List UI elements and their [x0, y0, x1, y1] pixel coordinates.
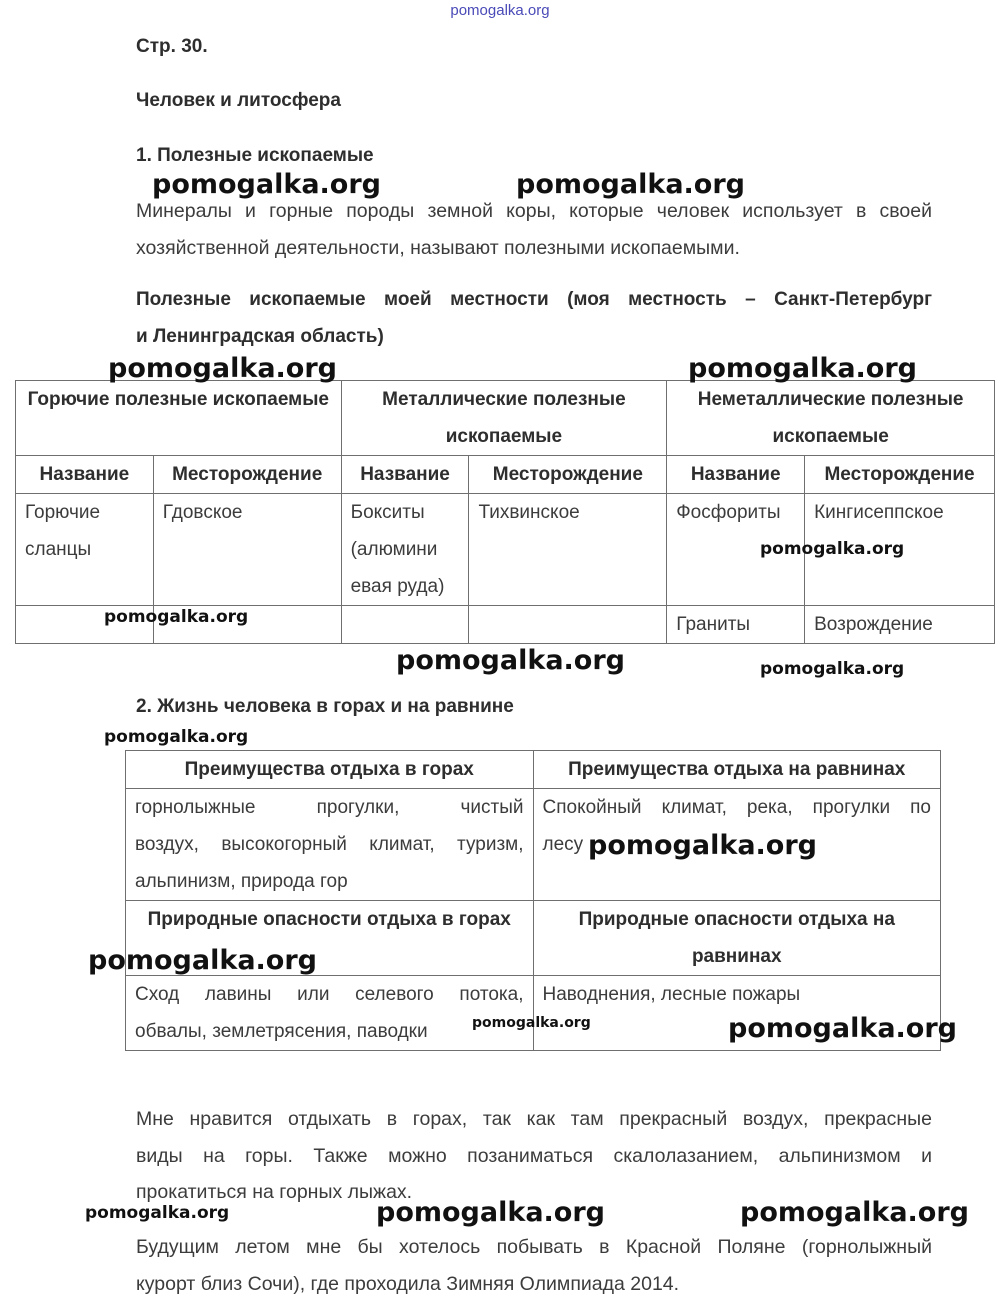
essay-p2-line1: Будущим летом мне бы хотелось побывать в Красной Поляне (горнолыжный	[136, 1236, 932, 1258]
col-deposit-header: Месторождение	[805, 456, 995, 494]
plains-dangers-header: Природные опасности отдыха на равнинах	[533, 901, 941, 976]
watermark[interactable]: pomogalka.org	[760, 539, 905, 559]
col-deposit-header: Месторождение	[469, 456, 667, 494]
section1-text	[136, 193, 932, 266]
essay-p1-line2: виды на горы. Также можно позаниматься скалолазанием, альпинизмом и	[136, 1144, 932, 1167]
mountains-advantages-cell	[126, 789, 534, 901]
mountains-advantages-header: Преимущества отдыха в горах	[126, 751, 534, 789]
plains-advantages-line1: Спокойный климат, река, прогулки по	[542, 797, 931, 818]
group-nonmetal-header: Неметаллические полезные ископаемые	[667, 381, 995, 456]
watermark[interactable]: pomogalka.org	[104, 607, 249, 627]
table-cell	[341, 606, 469, 644]
recreation-table	[125, 750, 941, 1051]
watermark[interactable]: pomogalka.org	[760, 659, 905, 679]
watermark[interactable]: pomogalka.org	[152, 169, 381, 200]
mountains-dangers-cell	[126, 976, 534, 1051]
minerals-group-header-row	[16, 381, 995, 456]
col-name-header: Название	[667, 456, 805, 494]
table-cell: Бокситы (алюмини евая руда)	[341, 494, 469, 606]
col-name-header: Название	[341, 456, 469, 494]
section1-subheading-line1: Полезные ископаемые моей местности (моя местность – Санкт-Петербург	[136, 289, 932, 310]
watermark[interactable]: pomogalka.org	[396, 645, 625, 676]
mountains-advantages-line1: горнолыжные прогулки, чистый	[135, 797, 524, 818]
minerals-table	[15, 380, 995, 644]
watermark[interactable]: pomogalka.org	[472, 1015, 591, 1031]
section2-heading: 2. Жизнь человека в горах и на равнине	[136, 696, 514, 717]
minerals-column-header-row	[16, 456, 995, 494]
header-watermark[interactable]: pomogalka.org	[450, 2, 550, 19]
watermark[interactable]: pomogalka.org	[588, 830, 817, 861]
section1-text-line1: Минералы и горные породы земной коры, которые человек использует в своей	[136, 200, 932, 222]
col-name-header: Название	[16, 456, 154, 494]
mountains-dangers-line2: обвалы, землетрясения, паводки	[135, 1021, 428, 1042]
table-cell: Горючие сланцы	[16, 494, 154, 606]
watermark[interactable]: pomogalka.org	[688, 353, 917, 384]
watermark[interactable]: pomogalka.org	[740, 1197, 969, 1228]
group-metal-header: Металлические полезные ископаемые	[341, 381, 667, 456]
watermark[interactable]: pomogalka.org	[376, 1197, 605, 1228]
watermark[interactable]: pomogalka.org	[85, 1203, 230, 1223]
mountains-dangers-line1: Сход лавины или селевого потока,	[135, 984, 524, 1005]
section1-text-line2: хозяйственной деятельности, называют полезными ископаемыми.	[136, 236, 740, 259]
table-cell: Фосфориты	[667, 494, 805, 606]
table-cell: Гдовское	[153, 494, 341, 606]
essay-paragraph-1	[136, 1101, 932, 1211]
plains-advantages-line2: лесу	[542, 834, 584, 855]
recreation-header-row	[126, 751, 941, 789]
watermark[interactable]: pomogalka.org	[88, 945, 317, 976]
table-cell: Тихвинское	[469, 494, 667, 606]
section1-subheading-line2: и Ленинградская область)	[136, 325, 384, 347]
col-deposit-header: Месторождение	[153, 456, 341, 494]
section1-heading: 1. Полезные ископаемые	[136, 145, 374, 166]
group-fuel-header: Горючие полезные ископаемые	[16, 381, 342, 456]
mountains-dangers-header: Природные опасности отдыха в горах	[126, 901, 534, 976]
section1-subheading	[136, 282, 932, 355]
essay-paragraph-2	[136, 1229, 932, 1302]
watermark[interactable]: pomogalka.org	[104, 727, 249, 747]
watermark[interactable]: pomogalka.org	[516, 169, 745, 200]
mountains-advantages-line2: воздух, высокогорный климат, туризм,	[135, 834, 524, 855]
table-cell	[469, 606, 667, 644]
watermark[interactable]: pomogalka.org	[108, 353, 337, 384]
essay-p1-line3: прокатиться на горных лыжах.	[136, 1181, 413, 1203]
table-cell: Возрождение	[805, 606, 995, 644]
table-cell: Кингисеппское	[805, 494, 995, 606]
mountains-advantages-line3: альпинизм, природа гор	[135, 871, 348, 892]
plains-advantages-header: Преимущества отдыха на равнинах	[533, 751, 941, 789]
advantages-row	[126, 789, 941, 901]
page-title: Человек и литосфера	[136, 90, 341, 111]
table-cell: Граниты	[667, 606, 805, 644]
page-label: Стр. 30.	[136, 36, 208, 57]
essay-p2-line2: курорт близ Сочи), где проходила Зимняя Олимпиада 2014.	[136, 1272, 680, 1295]
plains-dangers-cell: Наводнения, лесные пожары	[533, 976, 941, 1051]
essay-p1-line1: Мне нравится отдыхать в горах, так как там прекрасный воздух, прекрасные	[136, 1108, 932, 1130]
watermark[interactable]: pomogalka.org	[728, 1013, 957, 1044]
